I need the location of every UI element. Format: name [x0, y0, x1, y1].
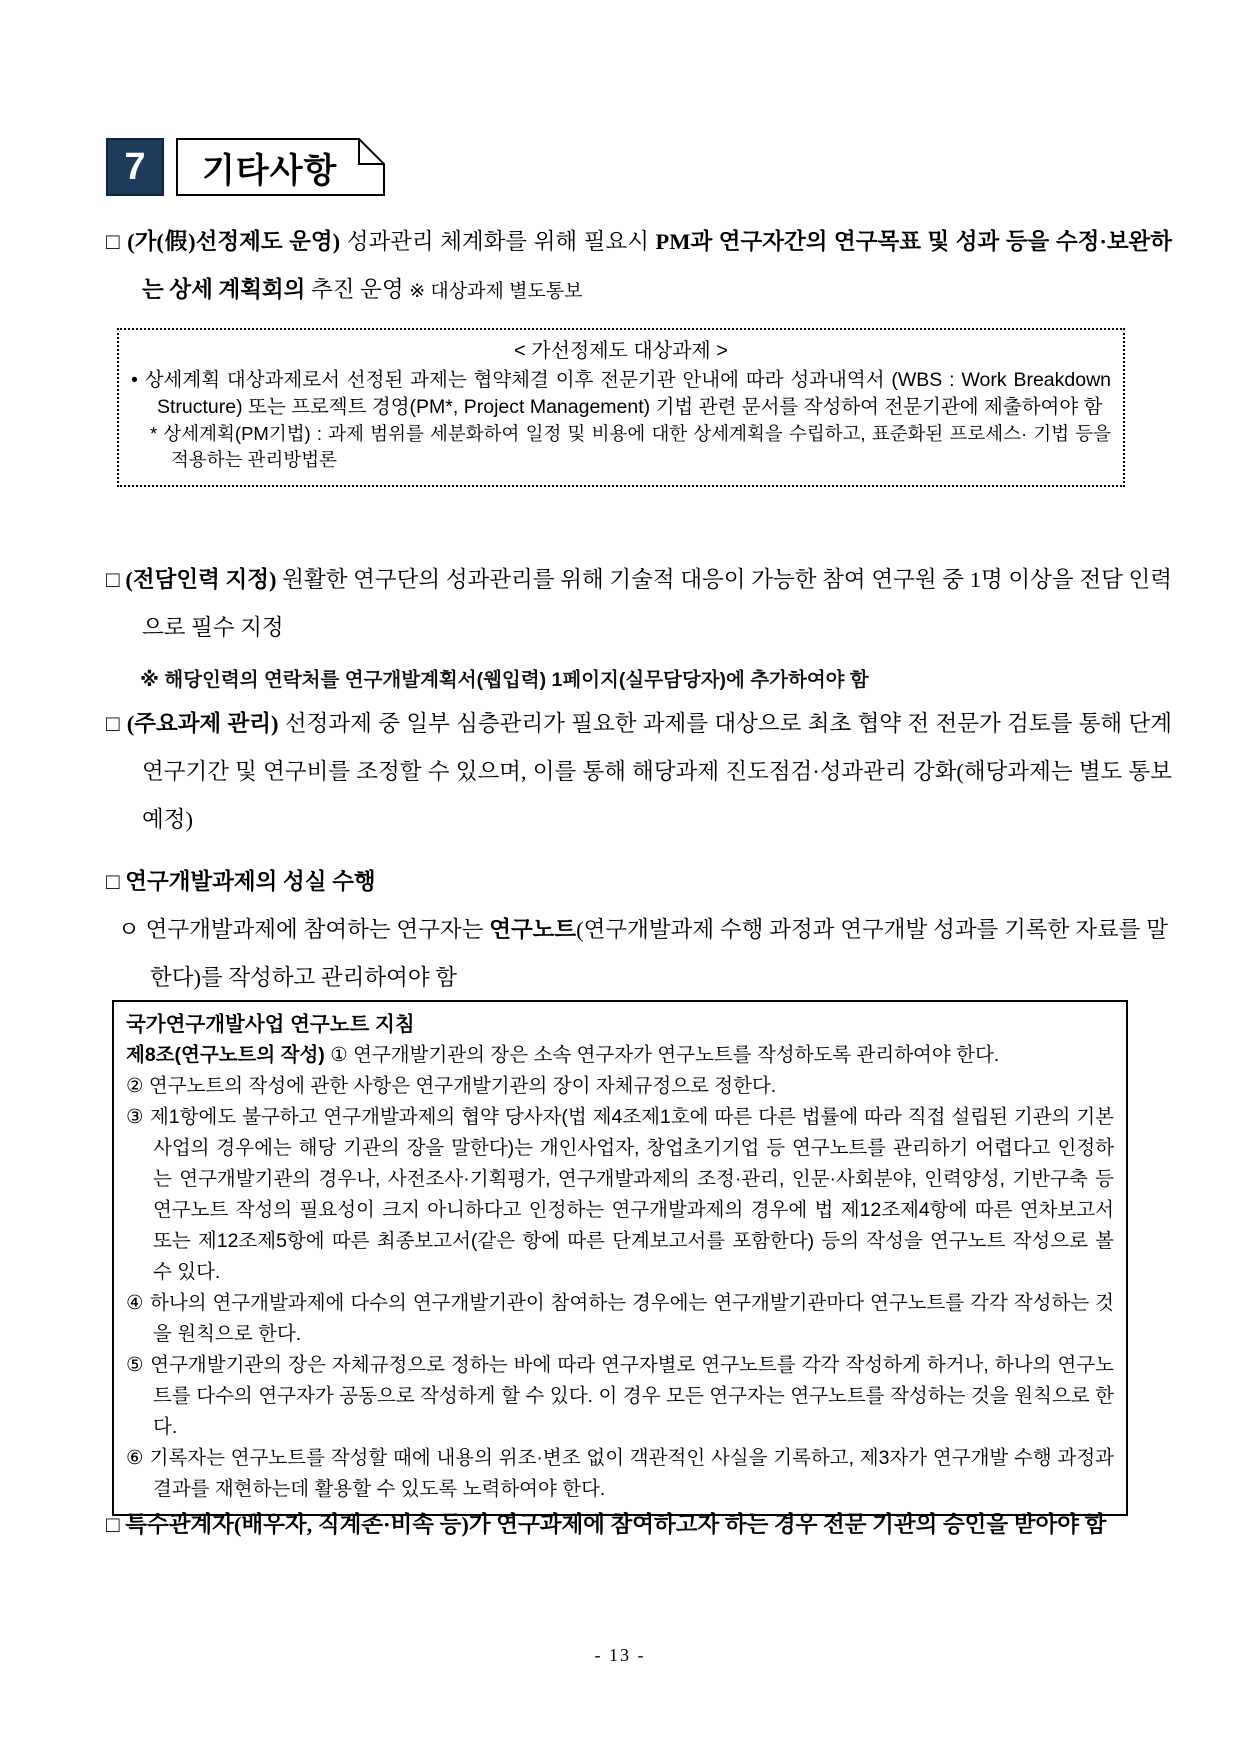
para-text: 추진 운영 [311, 277, 404, 302]
box-bullet-para [131, 367, 1111, 421]
para-special-relation [106, 1500, 1172, 1550]
checkbox-marker: □ [106, 869, 120, 894]
para-label: (전담인력 지정) [125, 567, 277, 592]
para-key-project-management [106, 700, 1172, 844]
guideline-item: ③ 제1항에도 불구하고 연구개발과제의 협약 당사자(법 제4조제1호에 따른 다른 법률에 따라 직접 설립된 기관의 기본사업의 경우에는 해당 기관의 장을 말한다)는 개인사업자, 창업초기기업 등 연구노트를 관리하기 어렵다고 인정하는 연구개발기관의 경우나, 사전조사·기획평가, 연구개발과제의 조정·관리, 인문·사회분야, 인력양성, 기반구축 등 연구노트 작성의 필요성이 크지 아니하다고 인정하는 연구개발과제의 경우에 법 제12조제4항에 따른 연차보고서 또는 제12조제5항에 따른 최종보고서(같은 항에 따른 단계보고서를 포함한다) 등의 작성을 연구노트 작성으로 볼 수 있다. [126, 1106, 1114, 1283]
checkbox-marker: □ [106, 711, 121, 736]
para-text: 성과관리 체계화를 위해 필요시 [346, 229, 649, 254]
para-dedicated-staff [106, 556, 1172, 652]
checkbox-marker: □ [106, 567, 120, 592]
para-title: 연구개발과제의 성실 수행 [125, 869, 376, 894]
asterisk-marker: * [150, 423, 158, 444]
para-label: (주요과제 관리) [126, 711, 279, 736]
para-text-bold: 연구노트 [489, 917, 577, 942]
guideline-item: ⑥ 기록자는 연구노트를 작성할 때에 내용의 위조·변조 없이 객관적인 사실을 기록하고, 제3자가 연구개발 수행 과정과 결과를 재현하는데 활용할 수 있도록 노력하여야 한다. [126, 1447, 1114, 1500]
checkbox-marker: □ [106, 229, 121, 254]
para-label: (가(假)선정제도 운영) [127, 229, 341, 254]
para-text: 선정과제 중 일부 심층관리가 필요한 과제를 대상으로 최초 협약 전 전문가 검토를 통해 단계연구기간 및 연구비를 조정할 수 있으며, 이를 통해 해당과제 진도점검·성과관리 강화(해당과제는 별도 통보 예정) [142, 711, 1173, 832]
page-number: - 13 - [594, 1645, 646, 1665]
article-text: ① 연구개발기관의 장은 소속 연구자가 연구노트를 작성하도록 관리하여야 한다. [330, 1044, 1000, 1066]
footnote-text: 상세계획(PM기법) : 과제 범위를 세분화하여 일정 및 비용에 대한 상세계획을 수립하고, 표준화된 프로세스· 기법 등을 적용하는 관리방법론 [163, 423, 1112, 470]
guideline-item: ④ 하나의 연구개발과제에 다수의 연구개발기관이 참여하는 경우에는 연구개발기관마다 연구노트를 각각 작성하는 것을 원칙으로 한다. [126, 1292, 1114, 1345]
note-contact-info: ※ 해당인력의 연락처를 연구개발계획서(웹입력) 1페이지(실무담당자)에 추가하여야 함 [140, 669, 869, 691]
para-text: 특수관계자(배우자, 직계존·비속 등)가 연구과제에 참여하고자 하는 경우 전문 기관의 승인을 받아야 함 [125, 1512, 1107, 1537]
guideline-item: ⑤ 연구개발기관의 장은 자체규정으로 정하는 바에 따라 연구자별로 연구노트를 각각 작성하게 하거나, 하나의 연구노트를 다수의 연구자가 공동으로 작성하게 할 수 있다. 이 경우 모든 연구자는 연구노트를 작성하는 것을 원칙으로 한다. [126, 1354, 1114, 1438]
inline-note: ※ 대상과제 별도통보 [409, 281, 583, 302]
para-provisional-selection [106, 218, 1172, 316]
para-faithful-performance-title [106, 858, 1172, 906]
box-title: < 가선정제도 대상과제 > [514, 340, 728, 362]
circle-bullet-marker: ㅇ [118, 917, 140, 942]
box-footnote [131, 421, 1111, 473]
para-research-note [118, 906, 1168, 1002]
para-text-bold: PM과 연구자간의 연구목표 및 성과 등을 수정·보완하는 상세 계획회의 [142, 229, 1173, 302]
bullet-icon: • [131, 369, 138, 391]
article-label: 제8조(연구노트의 작성) [126, 1044, 325, 1066]
guideline-article-line [126, 1040, 1114, 1071]
guideline-item: ② 연구노트의 작성에 관한 사항은 연구개발기관의 장이 자체규정으로 정한다. [126, 1075, 777, 1097]
folded-corner-icon [358, 138, 385, 165]
checkbox-marker: □ [106, 1512, 120, 1537]
box-body-text: 상세계획 대상과제로서 선정된 과제는 협약체결 이후 전문기관 안내에 따라 성과내역서 (WBS : Work Breakdown Structure) 또는 프로젝트 경영(PM*, Project Management) 기법 관련 문서를 작성하여 전문기관에 제출하여야 함 [144, 369, 1111, 418]
guideline-box-title: 국가연구개발사업 연구노트 지침 [126, 1013, 415, 1036]
research-note-guideline-box [112, 1000, 1128, 1516]
para-text: 연구개발과제에 참여하는 연구자는 [145, 917, 484, 942]
provisional-selection-box [117, 328, 1125, 487]
section-header [106, 138, 385, 196]
page-title: 기타사항 [202, 151, 338, 190]
section-title-box [176, 138, 385, 196]
section-number-badge: 7 [106, 138, 164, 196]
para-text: (연구개발과제 수행 과정과 연구개발 성과를 기록한 자료를 말한다)를 작성하고 관리하여야 함 [150, 917, 1169, 990]
para-text: 원활한 연구단의 성과관리를 위해 기술적 대응이 가능한 참여 연구원 중 1명 이상을 전담 인력으로 필수 지정 [142, 567, 1173, 640]
